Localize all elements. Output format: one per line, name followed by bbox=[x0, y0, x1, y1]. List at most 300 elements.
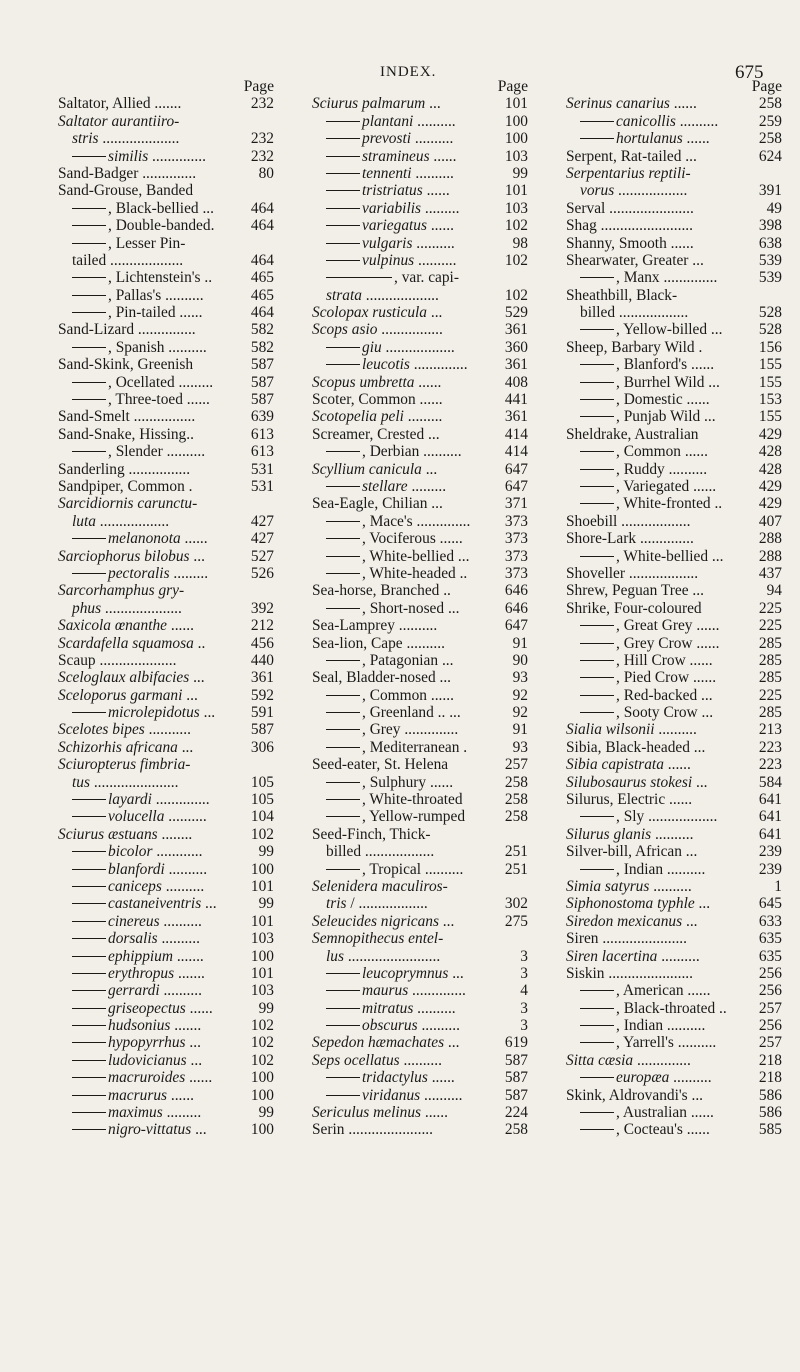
entry-term: Sarcidiornis carunctu- bbox=[58, 495, 198, 513]
leader-dots: ... bbox=[688, 251, 704, 269]
entry-term: nigro-vittatus bbox=[108, 1121, 192, 1139]
leader-dots: .................... bbox=[95, 651, 177, 669]
index-entry bbox=[566, 530, 786, 547]
index-entry bbox=[58, 1087, 278, 1104]
entry-term: , Black-bellied bbox=[108, 199, 199, 217]
entry-term: ludovicianus bbox=[108, 1051, 187, 1069]
entry-term: , Pin-tailed bbox=[108, 304, 176, 322]
entry-page-number: 91 bbox=[512, 634, 528, 652]
entry-page-number: 4 bbox=[520, 982, 528, 1000]
leader-dots: ............ bbox=[152, 843, 203, 861]
entry-term: Shore-Lark bbox=[566, 530, 637, 548]
index-entry bbox=[566, 235, 786, 252]
entry-page-number: 647 bbox=[504, 477, 528, 495]
entry-term: Sheldrake, Australian bbox=[566, 425, 699, 443]
entry-term: , Variegated bbox=[616, 477, 690, 495]
ditto-dash bbox=[326, 799, 360, 800]
entry-page-number: 100 bbox=[504, 112, 528, 130]
entry-term: Silver-bill, African bbox=[566, 843, 682, 861]
entry-term: billed bbox=[326, 843, 362, 861]
leader-dots: ... bbox=[454, 547, 470, 565]
entry-term: obscurus bbox=[362, 1017, 418, 1035]
entry-page-number: 100 bbox=[250, 947, 274, 965]
entry-term: , Greenland bbox=[362, 704, 434, 722]
entry-page-number: 103 bbox=[504, 147, 528, 165]
ditto-dash bbox=[580, 1112, 614, 1113]
entry-term: pectoralis bbox=[108, 564, 170, 582]
entry-term: , Ocellated bbox=[108, 373, 175, 391]
entry-term: Scotopelia peli bbox=[312, 408, 404, 426]
index-entry bbox=[58, 808, 278, 825]
index-entry bbox=[312, 148, 532, 165]
entry-term: Semnopithecus entel- bbox=[312, 930, 444, 948]
entry-page-number: 391 bbox=[758, 182, 782, 200]
leader-dots: ...................... bbox=[89, 773, 179, 791]
entry-page-number: 429 bbox=[758, 477, 782, 495]
index-entry bbox=[312, 930, 532, 947]
index-entry bbox=[58, 530, 278, 547]
index-entry bbox=[312, 252, 532, 269]
ditto-dash bbox=[72, 973, 106, 974]
leader-dots: . bbox=[184, 477, 193, 495]
index-entry bbox=[566, 1000, 786, 1017]
entry-term: Sciuropterus fimbria- bbox=[58, 756, 191, 774]
index-entry bbox=[58, 948, 278, 965]
index-entry bbox=[566, 704, 786, 721]
leader-dots: ...... bbox=[665, 791, 693, 809]
index-entry bbox=[566, 148, 786, 165]
leader-dots: ...... bbox=[689, 477, 717, 495]
entry-page-number: 591 bbox=[250, 704, 274, 722]
entry-page-number: 528 bbox=[758, 321, 782, 339]
leader-dots: .......... bbox=[419, 443, 462, 461]
entry-page-number: 257 bbox=[758, 999, 782, 1017]
ditto-dash bbox=[580, 869, 614, 870]
index-entry bbox=[312, 739, 532, 756]
entry-term: similis bbox=[108, 147, 149, 165]
ditto-dash bbox=[72, 1042, 106, 1043]
index-entry bbox=[566, 443, 786, 460]
entry-page-number: 105 bbox=[250, 773, 274, 791]
entry-page-number: 225 bbox=[758, 686, 782, 704]
leader-dots: ... bbox=[177, 738, 194, 756]
leader-dots: ...... bbox=[180, 530, 208, 548]
entry-term: , Manx bbox=[616, 269, 660, 287]
entry-term: Sea-lion, Cape bbox=[312, 634, 403, 652]
leader-dots: .......... bbox=[162, 443, 206, 461]
index-entry bbox=[58, 1017, 278, 1034]
leader-dots: .......... bbox=[402, 634, 445, 652]
entry-page-number: 587 bbox=[250, 721, 274, 739]
entry-term: , Sly bbox=[616, 808, 645, 826]
ditto-dash bbox=[326, 1008, 360, 1009]
entry-page-number: 100 bbox=[250, 1121, 274, 1139]
entry-term: , Lesser Pin- bbox=[108, 234, 186, 252]
index-entry bbox=[58, 95, 278, 112]
entry-page-number: 155 bbox=[758, 356, 782, 374]
leader-dots: ...... bbox=[692, 634, 720, 652]
leader-dots: .......... bbox=[164, 338, 207, 356]
ditto-dash bbox=[326, 990, 360, 991]
entry-term: Siren lacertina bbox=[566, 947, 658, 965]
leader-dots: ...... bbox=[685, 651, 713, 669]
leader-dots: .......... bbox=[420, 1086, 463, 1104]
index-entry bbox=[58, 443, 278, 460]
index-entry bbox=[312, 843, 532, 860]
entry-page-number: 92 bbox=[512, 686, 528, 704]
entry-term: Sialia wilsonii bbox=[566, 721, 655, 739]
entry-term: Sanderling bbox=[58, 460, 125, 478]
leader-dots: ... bbox=[697, 704, 714, 722]
entry-term: , Grey bbox=[362, 721, 401, 739]
ditto-dash bbox=[326, 451, 360, 452]
index-entry bbox=[312, 304, 532, 321]
entry-page-number: 100 bbox=[250, 860, 274, 878]
leader-dots: .. bbox=[715, 999, 727, 1017]
index-entry bbox=[566, 895, 786, 912]
entry-term: erythropus bbox=[108, 964, 175, 982]
entry-page-number: 80 bbox=[258, 164, 274, 182]
ditto-dash bbox=[580, 486, 614, 487]
index-entry bbox=[58, 617, 278, 634]
leader-dots: ................ bbox=[377, 321, 443, 339]
leader-dots: .. bbox=[439, 582, 451, 600]
leader-dots: . bbox=[694, 338, 703, 356]
entry-term: Sand-Smelt bbox=[58, 408, 130, 426]
index-entry bbox=[312, 113, 532, 130]
entry-page-number: 528 bbox=[758, 304, 782, 322]
entry-term: Scaup bbox=[58, 651, 96, 669]
entry-page-number: 464 bbox=[250, 251, 274, 269]
index-entry bbox=[566, 130, 786, 147]
leader-dots: ... bbox=[427, 304, 443, 322]
entry-page-number: 102 bbox=[250, 1051, 274, 1069]
ditto-dash bbox=[580, 816, 614, 817]
index-entry bbox=[312, 895, 532, 912]
entry-term: Sheathbill, Black- bbox=[566, 286, 678, 304]
leader-dots: ... bbox=[424, 425, 440, 443]
leader-dots: ........... bbox=[144, 721, 191, 739]
entry-page-number: 256 bbox=[758, 1017, 782, 1035]
index-entry bbox=[566, 913, 786, 930]
entry-page-number: 223 bbox=[758, 738, 782, 756]
entry-page-number: 531 bbox=[250, 477, 274, 495]
leader-dots: ... bbox=[425, 95, 441, 113]
index-entry bbox=[58, 391, 278, 408]
entry-term: , Three-toed bbox=[108, 391, 183, 409]
leader-dots: .............. bbox=[633, 1051, 691, 1069]
index-entry bbox=[566, 200, 786, 217]
index-entry bbox=[312, 600, 532, 617]
entry-term: Seal, Bladder-nosed bbox=[312, 669, 436, 687]
leader-dots: .. bbox=[455, 564, 468, 582]
leader-dots: ......... bbox=[421, 199, 460, 217]
leader-dots: ... bbox=[185, 1034, 201, 1052]
entry-page-number: 645 bbox=[758, 895, 782, 913]
entry-term: layardi bbox=[108, 791, 152, 809]
entry-term: , Domestic bbox=[616, 391, 683, 409]
ditto-dash bbox=[580, 138, 614, 139]
ditto-dash bbox=[326, 225, 360, 226]
index-entry bbox=[566, 948, 786, 965]
leader-dots: .......... bbox=[651, 825, 694, 843]
leader-dots: ...... bbox=[682, 1121, 710, 1139]
entry-page-number: 456 bbox=[250, 634, 274, 652]
entry-term: , Pied Crow bbox=[616, 669, 690, 687]
entry-term: dorsalis bbox=[108, 930, 158, 948]
index-entry bbox=[312, 774, 532, 791]
leader-dots: .......... bbox=[411, 130, 454, 148]
leader-dots: .............. bbox=[412, 512, 471, 530]
index-entry bbox=[58, 304, 278, 321]
index-entry bbox=[312, 530, 532, 547]
leader-dots: ....... bbox=[172, 947, 204, 965]
entry-page-number: 100 bbox=[250, 1086, 274, 1104]
index-entry bbox=[566, 843, 786, 860]
leader-dots: ... bbox=[448, 964, 464, 982]
entry-term: vulgaris bbox=[362, 234, 413, 252]
index-entry bbox=[566, 1052, 786, 1069]
entry-page-number: 624 bbox=[758, 147, 782, 165]
index-entry bbox=[312, 461, 532, 478]
leader-dots: ... bbox=[189, 669, 205, 687]
entry-page-number: 213 bbox=[758, 721, 782, 739]
leader-dots: .............. bbox=[400, 721, 459, 739]
index-entry bbox=[58, 1069, 278, 1086]
leader-dots: ... bbox=[189, 547, 205, 565]
entry-term: , Slender bbox=[108, 443, 163, 461]
entry-term: Sciurus æstuans bbox=[58, 825, 158, 843]
leader-dots: .......... bbox=[164, 860, 208, 878]
leader-dots: ... bbox=[438, 912, 455, 930]
entry-page-number: 371 bbox=[504, 495, 528, 513]
leader-dots: ...................... bbox=[604, 964, 693, 982]
entry-term: Seed-eater, St. Helena bbox=[312, 756, 449, 774]
entry-page-number: 587 bbox=[250, 356, 274, 374]
leader-dots: ...... bbox=[427, 1069, 455, 1087]
leader-dots: ...................... bbox=[344, 1121, 433, 1139]
entry-term: , Hill Crow bbox=[616, 651, 686, 669]
index-entry bbox=[566, 826, 786, 843]
index-entry bbox=[566, 461, 786, 478]
ditto-dash bbox=[326, 1025, 360, 1026]
entry-page-number: 3 bbox=[520, 999, 528, 1017]
ditto-dash bbox=[326, 660, 360, 661]
leader-dots: .......... bbox=[411, 164, 454, 182]
entry-term: lus bbox=[326, 947, 344, 965]
entry-page-number: 647 bbox=[504, 460, 528, 478]
entry-page-number: 258 bbox=[504, 1121, 528, 1139]
index-entry bbox=[312, 200, 532, 217]
ditto-dash bbox=[580, 1129, 614, 1130]
ditto-dash bbox=[326, 1077, 360, 1078]
index-entry bbox=[312, 513, 532, 530]
entry-page-number: 408 bbox=[504, 373, 528, 391]
entry-term: , American bbox=[616, 982, 684, 1000]
entry-page-number: 427 bbox=[250, 512, 274, 530]
entry-term: tristriatus bbox=[362, 182, 423, 200]
ditto-dash bbox=[72, 277, 106, 278]
ditto-dash bbox=[72, 295, 106, 296]
leader-dots: ......... bbox=[162, 1104, 202, 1122]
entry-page-number: 285 bbox=[758, 669, 782, 687]
leader-dots: .......... bbox=[161, 286, 204, 304]
entry-term: microlepidotus bbox=[108, 704, 200, 722]
leader-dots: .......... bbox=[414, 251, 457, 269]
index-entry bbox=[58, 1104, 278, 1121]
leader-dots: .......... bbox=[669, 1069, 712, 1087]
index-entry bbox=[566, 756, 786, 773]
entry-term: Schizorhis africana bbox=[58, 738, 178, 756]
index-entry bbox=[312, 721, 532, 738]
leader-dots: .................. bbox=[614, 182, 688, 200]
entry-page-number: 257 bbox=[504, 756, 528, 774]
entry-term: Shrew, Peguan Tree bbox=[566, 582, 689, 600]
entry-page-number: 94 bbox=[766, 582, 782, 600]
entry-term: , Short-nosed bbox=[362, 599, 445, 617]
entry-page-number: 373 bbox=[504, 530, 528, 548]
entry-term: Scoter, Common bbox=[312, 391, 416, 409]
leader-dots: ... bbox=[438, 651, 454, 669]
entry-page-number: 102 bbox=[504, 251, 528, 269]
entry-term: Scopus umbretta bbox=[312, 373, 415, 391]
leader-dots: .............. bbox=[636, 530, 694, 548]
ditto-dash bbox=[326, 556, 360, 557]
index-entry bbox=[58, 739, 278, 756]
index-entry bbox=[58, 321, 278, 338]
leader-dots: .............. bbox=[138, 164, 197, 182]
leader-dots: .......... bbox=[161, 877, 205, 895]
index-entry bbox=[58, 182, 278, 199]
entry-term: tus bbox=[72, 773, 90, 791]
ditto-dash bbox=[326, 121, 360, 122]
index-entry bbox=[312, 1069, 532, 1086]
leader-dots: ... bbox=[694, 895, 711, 913]
leader-dots: .................. bbox=[361, 843, 435, 861]
entry-term: Sand-Snake, Hissing.. bbox=[58, 425, 194, 443]
entry-page-number: 3 bbox=[520, 1017, 528, 1035]
index-entry bbox=[566, 617, 786, 634]
column-header-page: Page bbox=[497, 78, 528, 95]
entry-term: variabilis bbox=[362, 199, 421, 217]
ditto-dash bbox=[326, 347, 360, 348]
leader-dots: ... bbox=[692, 773, 708, 791]
entry-term: , White-headed bbox=[362, 564, 456, 582]
entry-page-number: 99 bbox=[258, 999, 274, 1017]
entry-term: Seps ocellatus bbox=[312, 1051, 400, 1069]
index-entry bbox=[58, 1121, 278, 1138]
index-entry bbox=[312, 165, 532, 182]
ditto-dash bbox=[326, 816, 360, 817]
entry-page-number: 1 bbox=[774, 877, 782, 895]
leader-dots: .................. bbox=[95, 512, 170, 530]
ditto-dash bbox=[326, 729, 360, 730]
entry-term: Saxicola œnanthe bbox=[58, 617, 167, 635]
leader-dots: .................... bbox=[101, 599, 182, 617]
entry-page-number: 633 bbox=[758, 912, 782, 930]
column-header-page: Page bbox=[243, 78, 274, 95]
entry-page-number: 619 bbox=[504, 1034, 528, 1052]
leader-dots: ... bbox=[199, 704, 216, 722]
entry-page-number: 306 bbox=[250, 738, 274, 756]
entry-page-number: 646 bbox=[504, 599, 528, 617]
index-entry bbox=[58, 461, 278, 478]
entry-page-number: 224 bbox=[504, 1104, 528, 1122]
index-entry bbox=[566, 1069, 786, 1086]
ditto-dash bbox=[72, 869, 106, 870]
entry-term: vulpinus bbox=[362, 251, 415, 269]
entry-page-number: 232 bbox=[250, 147, 274, 165]
entry-term: Siredon mexicanus bbox=[566, 912, 683, 930]
index-entry bbox=[312, 669, 532, 686]
entry-page-number: 407 bbox=[758, 512, 782, 530]
leader-dots: .................. bbox=[625, 564, 699, 582]
leader-dots: ................... bbox=[361, 286, 439, 304]
ditto-dash bbox=[326, 747, 360, 748]
entry-term: , Mediterranean bbox=[362, 738, 460, 756]
leader-dots: ...... bbox=[426, 773, 454, 791]
entry-page-number: 93 bbox=[512, 738, 528, 756]
entry-page-number: 414 bbox=[504, 425, 528, 443]
entry-page-number: 102 bbox=[504, 286, 528, 304]
leader-dots: ...... bbox=[663, 756, 691, 774]
entry-page-number: 3 bbox=[520, 947, 528, 965]
entry-term: , Black-throated bbox=[616, 999, 716, 1017]
entry-term: Sand-Lizard bbox=[58, 321, 135, 339]
leader-dots: ...... bbox=[435, 530, 463, 548]
index-entry bbox=[58, 930, 278, 947]
index-entry bbox=[312, 1121, 532, 1138]
entry-term: Scops asio bbox=[312, 321, 378, 339]
entry-page-number: 258 bbox=[504, 808, 528, 826]
entry-page-number: 225 bbox=[758, 599, 782, 617]
leader-dots: ... bbox=[198, 199, 214, 217]
entry-page-number: 641 bbox=[758, 791, 782, 809]
entry-term: griseopectus bbox=[108, 999, 186, 1017]
entry-page-number: 212 bbox=[250, 617, 274, 635]
index-entry bbox=[566, 548, 786, 565]
leader-dots: ...... bbox=[681, 443, 708, 461]
entry-page-number: 102 bbox=[250, 1034, 274, 1052]
entry-term: , Pallas's bbox=[108, 286, 162, 304]
ditto-dash bbox=[580, 416, 614, 417]
index-entry bbox=[566, 635, 786, 652]
leader-dots: ...... bbox=[666, 234, 694, 252]
entry-page-number: 232 bbox=[250, 95, 274, 113]
entry-page-number: 101 bbox=[250, 912, 274, 930]
ditto-dash bbox=[580, 625, 614, 626]
entry-term: Shrike, Four-coloured bbox=[566, 599, 702, 617]
entry-term: ephippium bbox=[108, 947, 173, 965]
index-entry bbox=[566, 304, 786, 321]
index-entry bbox=[312, 356, 532, 373]
index-entry bbox=[312, 1034, 532, 1051]
index-entry bbox=[58, 287, 278, 304]
ditto-dash bbox=[580, 1008, 614, 1009]
leader-dots: ...................... bbox=[605, 199, 694, 217]
entry-term: billed bbox=[580, 304, 616, 322]
entry-term: Shag bbox=[566, 217, 597, 235]
entry-page-number: 647 bbox=[504, 617, 528, 635]
ditto-dash bbox=[72, 990, 106, 991]
entry-term: , Common bbox=[362, 686, 427, 704]
entry-page-number: 539 bbox=[758, 269, 782, 287]
entry-term: , Sooty Crow bbox=[616, 704, 698, 722]
leader-dots: .......... bbox=[412, 234, 455, 252]
leader-dots: ...... bbox=[167, 1086, 194, 1104]
index-entry bbox=[312, 808, 532, 825]
leader-dots: ...... bbox=[682, 391, 710, 409]
